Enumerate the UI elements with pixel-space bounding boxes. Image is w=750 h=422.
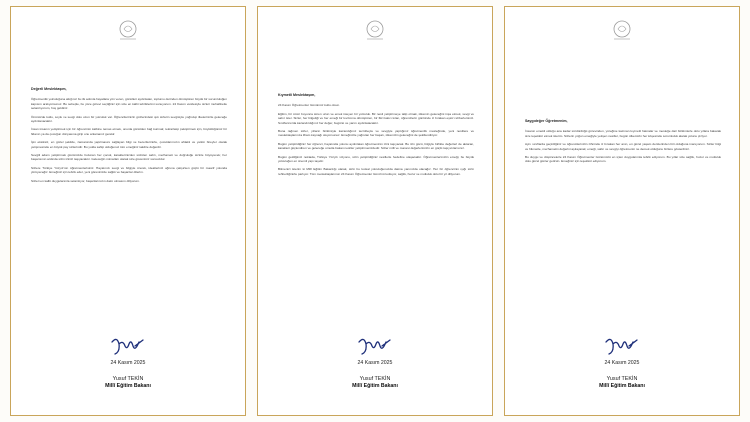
letter-page-1	[10, 6, 246, 416]
signature-date: 24 Kasım 2025	[604, 360, 640, 366]
letter-body	[31, 87, 227, 187]
letter-body	[278, 93, 474, 180]
signer-name: Yusuf TEKİN	[112, 376, 144, 382]
ministry-emblem-icon	[607, 19, 637, 41]
paragraph: İnsanın emekli olduğu ana kadar sürdürdüğü görevinden, yüreğine kazınan kıymetli hatıralar ve mesleğe dair birikimlerle dolu yıllara bakarak size teşekkür etmek isterim. Sizlerin yoğun emeğiyle yetişen nesiller, bugün ülkemizin her köşesinde sorumluluk alarak yolunu çiziyor.	[525, 129, 721, 138]
letter-greeting: Değerli Meslektaşım,	[31, 87, 67, 91]
handwritten-signature-icon	[109, 334, 147, 358]
letter-page-3	[504, 6, 740, 416]
signer-name: Yusuf TEKİN	[606, 376, 638, 382]
handwritten-signature-icon	[356, 334, 394, 358]
signer-title: Millî Eğitim Bakanı	[352, 383, 398, 389]
signature-date: 24 Kasım 2025	[357, 360, 393, 366]
paragraph: İnsan insanın yetiştirmek için bir öğrencinin kalbine temas etmek, onunla gönülden bağ kurmak; tekrarlatıp pekiştirmek için, büyüklüğünüz bir fidanın ya da çocuğun dünyasına girip onu anlamanız gerekir.	[31, 127, 227, 136]
paragraph: 24 Kasım Öğretmenler Günümüz kutlu olsun.	[278, 103, 340, 108]
paragraph: Sevgili adam yetiştirmek gücünüzde bulunan her çocuk, karakterinizden süzülen sabrı, merhameti ve doğruluğu sizinle büyüyecek; her başarısının ardında sizin izinizi taşıyacaktır. Geleceğin mimarları olarak size güvenimiz sonsuzdur.	[31, 153, 227, 162]
paragraph: Bilmenizi isterim ki Millî Eğitim Bakanlığı olarak, sizin bu kutsal yolculuğunuzda daima yanınızda olacağız. Her bir öğrencinin ışığı sizin rehberliğinizle parlıyor. Tüm meslektaşlarımın 24 Kasım Öğretmenler Günü'nü kutluyor, sağlık, huzur ve mutluluk dolu bir yıl diliyorum.	[278, 167, 474, 176]
paragraph: Bu duygu ve düşüncelerle 24 Kasım Öğretmenler Günümüzü en içten duygularımla tebrik ediyorum. Bu yıllar size sağlık, huzur ve mutluluk dolu güzel günler getirsin. Emeğiniz için teşekkür ediyorum.	[525, 155, 721, 164]
signature-block	[587, 334, 657, 389]
signer-title: Millî Eğitim Bakanı	[105, 383, 151, 389]
signature-block	[93, 334, 163, 389]
paragraph: Öğretmenlik yolculuğuna attığınız bu ilk adımla hayatlara yön veren, gönülleri aydınlatan, toplumu derinden dönüştüren büyük bir sorumluluğun kapısını aralıyorsunuz. Bu sebeple, bu yüce görevi seçtiğiniz için size en kalbi tebriklerimi sunuyorum. 24 Kasım vesilesiyle sizleri muhabbetle selamlıyorum, hoş geldiniz.	[31, 97, 227, 111]
paragraph: Önünüzde kutlu, soylu ve sevgi dolu uzun bir yolculuk var. Öğrencilerinizin gözlerindeki ışık sizlerin sevgisiyle yoğrulup ilkelerinizle geleceğe aydınlanacaktır.	[31, 114, 227, 124]
signer-title: Millî Eğitim Bakanı	[599, 383, 645, 389]
signature-block	[340, 334, 410, 389]
paragraph: Bugün geldiğimiz noktada, Türkiye Yüzyılı vizyonu, sizin yetiştirdiğiniz nesillerle hedefine ulaşacaktır. Öğretmenlerimizin emeği, bu büyük yolculuğun en önemli yapı taşıdır.	[278, 154, 474, 164]
paragraph: Aynı sınıflarda geçirdiğiniz ve öğrencilerinizin zihninde iz bırakan her anın, en güzel yaşam derslerinden biri olduğuna inanıyorum. Sizler bilgi ve hikmetle, merhametin değerini aşılayarak; emeği, sabrı ve sevgiyi öğretmenin ne demek olduğunu bizlere gösterdiniz.	[525, 142, 721, 151]
paragraph: İşin eksiksiz, en güzel şekilde, zamanında yapılmasını sağlayan bilgi ve becerilerinizle, çocuklarımızın ahlaklı ve yetkin bireyler olarak yetişmesinde en büyük pay sizlerindir. Bu yolda sahip olduğunuz tüm emeğiniz takdire değerdir.	[31, 140, 227, 149]
handwritten-signature-icon	[603, 334, 641, 358]
signature-date: 24 Kasım 2025	[110, 360, 146, 366]
ministry-emblem-icon	[360, 19, 390, 41]
signer-name: Yusuf TEKİN	[359, 376, 391, 382]
letter-body	[525, 119, 721, 168]
paragraph: Bugün yetiştirdiğiniz her öğrenci, hayatında yolunu aydınlatan öğretmeninin izini taşıyacak. Bu izin gücü, bilgiyle birlikte değerleri de aktaran, karakteri güçlendiren ve geleceğe umutla bakan nesiller yetiştirmenizdedir. Sizler milli ve manevi değerlerimizin en güçlü taşıyıcılarısınız.	[278, 141, 474, 151]
paragraph: Buna rağmen sizler, yılların birikimiyle kazandığınız tecrübeyle ve sevgiyle yaptığınız öğretmenlik mesleğinde, yeni nesillere ve meslektaşlarınıza ilham kaynağı oluyorsunuz. Emeğinizle yoğrulan her başarı, ülkemizin geleceğini de şekillendiriyor.	[278, 129, 474, 138]
letter-greeting: Kıymetli Meslektaşım,	[278, 93, 316, 97]
letter-page-2	[257, 6, 493, 416]
paragraph: Sizleri en kalbi duygularımla selamlıyor, başarılarınızın daim olmasını diliyorum.	[31, 178, 140, 183]
paragraph: Eğitim, bir ömür boyunca süren uzun ve emek isteyen bir yolculuk. Bir nesli yetiştirmeye talip olmak, ülkemin geleceğini inşa etmek, sevgi ve sabır ister. Sizler, her bilgeliği ve her emeği bir kıvılcıma dönüştüren, bir fikri kalıcı kılan, öğrencilerin gönlünde iz bırakan eşsiz rehberlersiniz. Sınıflarınızda kazandırdığınız her değer, bugünü ve yarını aydınlatacaktır.	[278, 111, 474, 125]
ministry-emblem-icon	[113, 19, 143, 41]
letter-greeting: Saygıdeğer Öğretmenim,	[525, 119, 568, 123]
paragraph: Sizlere Türkiye Yüzyılı'nın öğretmenlerisiniz. Hayatınızı sevgi ve bilgiyle örerek, idealleriniz uğruna çalışırken güçlü bir maarif yolunda yürüyeceğiz. Emeğiniz için tebrik eder, yeni görevinizde sağlık ve başarılar dilerim.	[31, 165, 227, 175]
